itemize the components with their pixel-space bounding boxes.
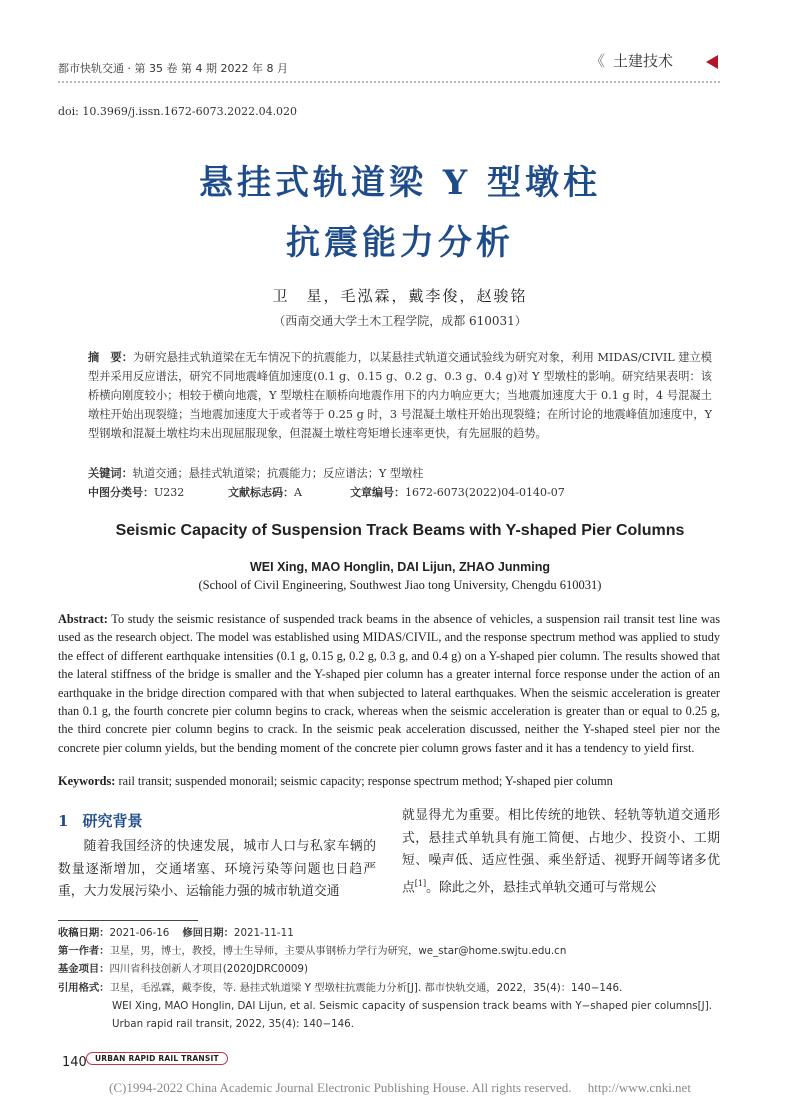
abstract-en-label: Abstract:: [58, 612, 108, 626]
chevron-left-icon: 《: [590, 52, 606, 70]
triangle-marker-icon: [706, 55, 718, 69]
doc-code-value: A: [294, 486, 302, 499]
abstract-en-text: To study the seismic resistance of suspended track beams in the absence of vehicles, a suspension rail transit test line was used as the research object. The model was established using MIDAS/CIVIL, and the response spectrum method was applied to study the effect of different earthquake intensities (0.1 g, 0.15 g, 0.2 g, 0.3 g, and 0.4 g) on a Y-shaped pier column. The results showed that the lateral stiffness of the bridge is smaller and the Y-shaped pier column has a greater internal force response under the action of an earthquake in the bridge direction compared with that when subjected to lateral earthquakes. When the seismic acceleration is greater than 0.1 g, the fourth concrete pier column begins to crack, whereas when the seismic acceleration is greater than or equal to 0.25 g, the third concrete pier column begins to crack. In the seismic peak acceleration discussed, neither the Y-shaped steel pier nor the concrete pier column yields, but the bending moment of the concrete pier column grows faster and it has a tendency to yield first.: [58, 612, 720, 755]
keywords-cn-text: 轨道交通；悬挂式轨道梁；抗震能力；反应谱法；Y 型墩柱: [132, 467, 424, 480]
authors: 卫 星，毛泓霖，戴李俊，赵骏铭: [272, 287, 528, 305]
footnote-dates: [58, 924, 720, 942]
article-number-value: 1672-6073(2022)04-0140-07: [405, 486, 565, 499]
section-number: 1: [58, 812, 69, 830]
section-heading: [58, 810, 142, 831]
footnotes: [58, 924, 720, 1033]
keywords-en-label: Keywords:: [58, 774, 116, 788]
received-label: 收稿日期：: [58, 927, 110, 939]
journal-header: 都市快轨交通 · 第 35 卷 第 4 期 2022 年 8 月: [58, 62, 288, 75]
footnote-citation: [58, 979, 720, 997]
body-column-right: [402, 805, 720, 899]
revised-label: 修回日期：: [182, 927, 234, 939]
body-column-left: 随着我国经济的快速发展，城市人口与私家车辆的数量逐渐增加，交通堵塞、环境污染等问题也日趋严重，大力发展污染小、运输能力强的城市轨道交通: [58, 839, 376, 899]
revised-date: 2021-11-11: [233, 927, 294, 939]
fund-text: 四川省科技创新人才项目(2020JDRC0009): [109, 963, 308, 976]
citation-en-line2: Urban rapid rail transit, 2022, 35(4): 140−146.: [112, 1018, 355, 1031]
body-right-text-a: 就显得尤为重要。相比传统的地铁、轻轨等轨道交通形式，悬挂式单轨具有施工简便、占地少、投资小、工期短、噪声低、适应性强、乘坐舒适、视野开阔等诸多优点: [402, 808, 720, 895]
section-name: 土建技术: [613, 52, 674, 70]
fund-label: 基金项目：: [58, 963, 110, 976]
english-affiliation: (School of Civil Engineering, Southwest Jiao tong University, Chengdu 610031): [198, 578, 602, 592]
keywords-cn-label: 关键词：: [88, 467, 133, 480]
footnote-fund: [58, 960, 720, 978]
english-authors: WEI Xing, MAO Honglin, DAI Lijun, ZHAO Junming: [250, 560, 550, 574]
doc-code-label: 文献标志码：: [228, 486, 294, 499]
citation-label: 引用格式：: [58, 981, 110, 994]
keywords-en-text: rail transit; suspended monorail; seismic capacity; response spectrum method; Y-shaped pier column: [118, 774, 613, 788]
citation-cn: 卫星，毛泓霖，戴李俊，等. 悬挂式轨道梁 Y 型墩柱抗震能力分析[J]. 都市快轨交通，2022，35(4)：140−146.: [109, 981, 623, 994]
section-title: 研究背景: [82, 812, 143, 830]
doi[interactable]: doi: 10.3969/j.issn.1672-6073.2022.04.020: [58, 105, 298, 118]
english-title: Seismic Capacity of Suspension Track Beams with Y-shaped Pier Columns: [115, 522, 685, 539]
footnote-rule: [58, 920, 198, 921]
abstract-en: [58, 610, 720, 757]
copyright-notice: (C)1994-2022 China Academic Journal Electronic Publishing House. All rights reserved. http://www.cnki.net: [109, 1080, 691, 1095]
abstract-cn-label: 摘 要：: [88, 351, 133, 364]
keywords-en: [58, 774, 720, 789]
paper-title-line2: 抗震能力分析: [286, 223, 514, 263]
abstract-cn: [88, 348, 712, 443]
clc-label: 中图分类号：: [88, 486, 154, 499]
keywords-cn: [88, 464, 712, 483]
footnote-author: [58, 942, 720, 960]
abstract-cn-text: 为研究悬挂式轨道梁在无车情况下的抗震能力，以某悬挂式轨道交通试验线为研究对象，利用 MIDAS/CIVIL 建立模型并采用反应谱法，研究不同地震峰值加速度(0.1 g、0.15 g、0.2 g、0.3 g、0.4 g)对 Y 型墩柱的影响。研究结果表明：该桥横向刚度较小；相较于横向地震，Y 型墩柱在顺桥向地震作用下的内力响应更大；当地震加速度大于 0.1 g 时，4 号混凝土墩柱开始出现裂缝；当地震加速度大于或者等于 0.25 g 时，3 号混凝土墩柱开始出现裂缝；在所讨论的地震峰值加速度中，Y 型钢墩和混凝土墩柱均未出现屈服现象，但混凝土墩柱弯矩增长速率更快，有先屈服的趋势。: [88, 351, 712, 440]
citation-ref[interactable]: [1]: [414, 878, 427, 888]
section-label: [590, 50, 673, 71]
body-right-text-b: 。除此之外，悬挂式单轨交通可与常规公: [426, 879, 657, 895]
first-author-text: 卫星，男，博士，教授，博士生导师，主要从事钢桥力学行为研究，we_star@home.swjtu.edu.cn: [109, 945, 567, 958]
footer-journal-badge: URBAN RAPID RAIL TRANSIT: [86, 1052, 228, 1065]
clc-value: U232: [154, 486, 185, 499]
affiliation: （西南交通大学土木工程学院，成都 610031）: [273, 314, 527, 328]
article-number-label: 文章编号：: [350, 486, 405, 499]
page-number: 140: [62, 1055, 87, 1070]
header-divider: [58, 81, 720, 83]
citation-en-line1: WEI Xing, MAO Honglin, DAI Lijun, et al. Seismic capacity of suspension track beams with Y−shaped pier columns[J].: [112, 999, 712, 1012]
received-date: 2021-06-16: [109, 927, 170, 939]
paper-title-line1: 悬挂式轨道梁 Y 型墩柱: [199, 163, 601, 203]
first-author-label: 第一作者：: [58, 945, 110, 958]
